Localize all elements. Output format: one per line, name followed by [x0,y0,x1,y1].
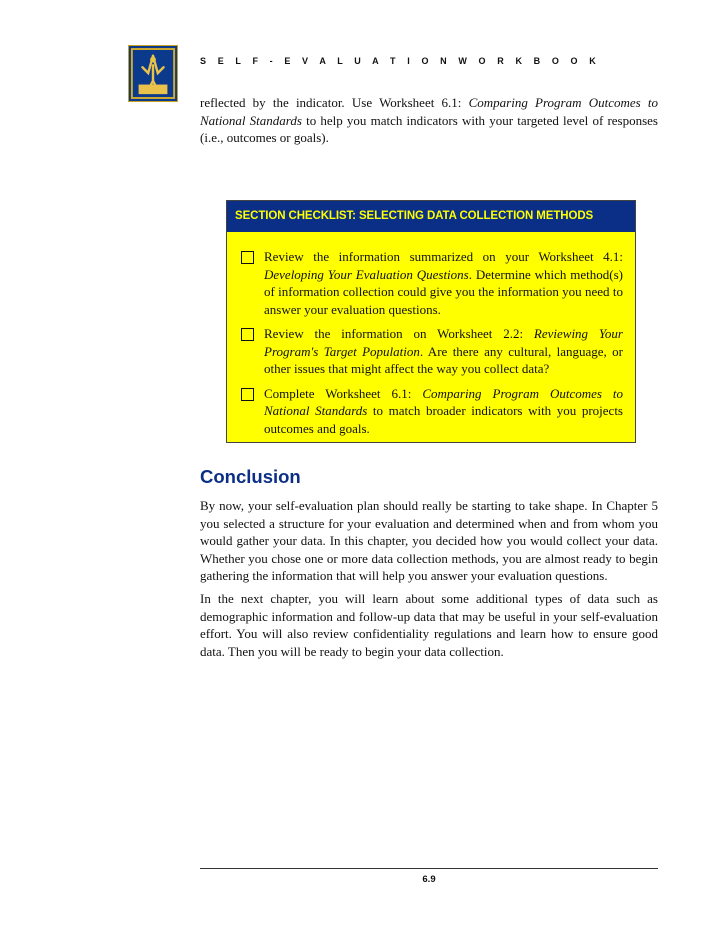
checklist-item-text [264,385,623,438]
checklist-item [241,385,623,438]
logo-graphic [129,46,177,101]
checklist-item [241,248,623,318]
jump-mentoring-logo [128,45,178,102]
item-text-post: . Determine which method(s) of information collection could give you the information you need to answer your evaluation questions. [264,266,623,317]
checkbox[interactable] [241,328,254,341]
item-text-post: to match broader indicators with you projects outcomes and goals. [264,403,623,436]
intro-text-1: reflected by the indicator. Use Worksheet 6.1: [200,95,469,110]
item-text-pre: Complete Worksheet 6.1: [264,385,423,401]
worksheet-reference: Comparing Program Outcomes to National Standards [264,385,623,418]
conclusion-heading: Conclusion [200,466,301,487]
worksheet-reference: Comparing Program Outcomes to National Standards [200,95,659,128]
item-text-pre: Review the information summarized on your Worksheet 4.1: [264,249,623,264]
worksheet-reference: Developing Your Evaluation Questions [264,266,469,282]
item-text-pre: Review the information on Worksheet 2.2: [264,326,534,341]
checklist-item-text [264,248,623,318]
conclusion-paragraph-2: In the next chapter, you will learn about some additional types of data such as demographic information and follow-up data that may be useful in your self-evaluation effort. You will also review confidentiality regulations and learn how to ensure good data. Then you will be ready to begin your data collection. [200,591,658,659]
section-checklist [226,200,636,443]
intro-paragraph [200,94,658,147]
intro-text-2: to help you match indicators with your targeted level of responses (i.e., outcomes or goals). [200,112,658,146]
page-number: 6.9 [422,874,436,885]
footer-rule [200,868,658,869]
checklist-item-text [264,325,623,378]
checkbox[interactable] [241,251,254,264]
running-header-title: S E L F - E V A L U A T I O N W O R K B O O K [200,56,601,66]
checkbox[interactable] [241,388,254,401]
worksheet-reference: Reviewing Your Program's Target Population [264,326,623,359]
conclusion-paragraph-1: By now, your self-evaluation plan should really be starting to take shape. In Chapter 5 you selected a structure for your evaluation and determined when and from whom you would gather your data. In this chapter, you decided how you would collect your data. Whether you chose one or more data collection methods, you are almost ready to begin gathering the information that will help you answer your evaluation questions. [200,498,658,584]
checklist-title: SECTION CHECKLIST: SELECTING DATA COLLECTION METHODS [227,201,635,232]
checklist-item [241,325,623,378]
item-text-post: . Are there any cultural, language, or other issues that might affect the way you collect data? [264,343,623,376]
